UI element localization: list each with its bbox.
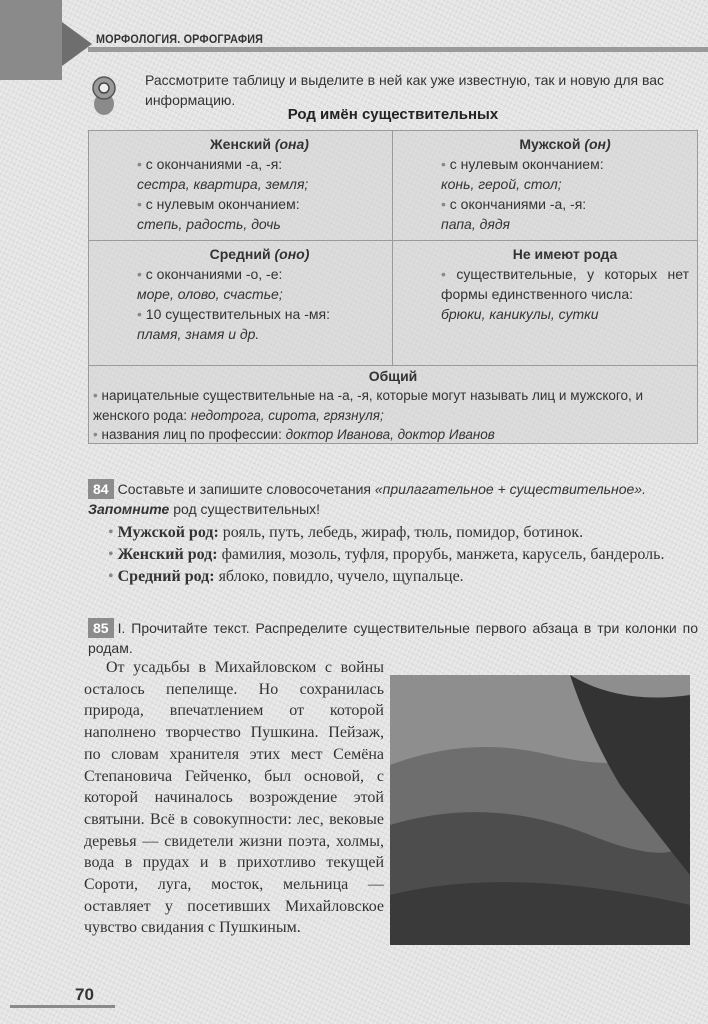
page-number: 70 (75, 985, 94, 1004)
pronoun: (оно) (274, 246, 310, 262)
heading: Мужской (519, 136, 581, 152)
header-divider (88, 47, 708, 52)
task-text: I. Прочитайте текст. Распределите существительные первого абзаца в три колонки по родам. (88, 620, 698, 656)
intro-text: Рассмотрите таблицу и выделите в ней как уже известную, так и новую для вас информацию. (145, 72, 665, 108)
examples: доктор Иванова, доктор Иванов (285, 427, 495, 442)
examples: конь, герой, стол; (441, 176, 562, 192)
pronoun: (он) (584, 136, 611, 152)
section-title: МОРФОЛОГИЯ. ОРФОГРАФИЯ (96, 32, 264, 46)
exercise-85 (88, 618, 698, 658)
rule: с нулевым окончанием: (145, 196, 300, 212)
exercise-84 (88, 479, 698, 588)
cell-feminine: Женский (она) • с окончаниями -а, -я: сестра, квартира, земля; • с нулевым окончанием: степь, радость, дочь (89, 131, 393, 241)
cell-no-gender: Не имеют рода • существительные, у которых нет формы единственного числа: брюки, каникулы, сутки (393, 241, 697, 366)
list-item: • Средний род: яблоко, повидло, чучело, щупальце. (108, 568, 464, 585)
heading: Средний (209, 246, 271, 262)
heading: Общий (368, 368, 418, 384)
task-text: род существительных! (173, 501, 321, 517)
list-item: • Женский род: фамилия, мозоль, туфля, прорубь, манжета, карусель, бандероль. (108, 546, 665, 563)
rule: с окончаниями -а, -я: (449, 196, 587, 212)
task-text: Составьте и запишите словосочетания (117, 481, 371, 497)
examples: недотрога, сирота, грязнуля; (190, 407, 384, 423)
examples: степь, радость, дочь (137, 216, 281, 232)
heading: Не имеют рода (512, 246, 618, 262)
gender-table (88, 130, 698, 444)
arrow-marker-icon (62, 22, 92, 66)
landscape-photo (390, 675, 690, 945)
remember-label: Запомните (88, 501, 170, 517)
chapter-tab (0, 0, 62, 80)
rule: с нулевым окончанием: (449, 156, 604, 172)
table-title: Род имён существительных (287, 106, 499, 123)
rule: нарицательные существительные на -а, -я, которые могут называть лиц и мужского, и женского рода: (93, 388, 644, 423)
reading-passage: От усадьбы в Михайловском с войны осталось пепелище. Но сохранилась природа, впечатлением от которой наполнено творчество Пушкина. Пейзаж, по словам хранителя этих мест Семёна Степановича Гейченко, был основой, с которой начиналось возрождение этой святыни. Всё в совокупности: лес, вековые деревья — свидетели жизни поэта, холмы, вода в прудах и в прихотливо текущей Сороти, луга, мосток, мельница — оставляет у посетивших Михайловское чувство свидания с Пушкиным. (84, 659, 384, 937)
cell-common: Общий • нарицательные существительные на -а, -я, которые могут называть лиц и мужского, и женского рода: недотрога, сирота, грязнуля; • названия лиц по профессии: доктор Иванова, доктор Иванов (89, 366, 697, 444)
exercise-number-badge: 84 (88, 479, 114, 499)
examples: пламя, знамя и др. (137, 326, 260, 342)
examples: сестра, квартира, земля; (137, 176, 309, 192)
exercise-number-badge: 85 (88, 618, 114, 638)
rule: с окончаниями -а, -я: (145, 156, 283, 172)
task-italic: «прилагательное + существительное». (374, 481, 646, 497)
list-item: • Мужской род: рояль, путь, лебедь, жираф, тюль, помидор, ботинок. (108, 524, 584, 541)
cell-neuter: Средний (оно) • с окончаниями -о, -е: море, олово, счастье; • 10 существительных на -мя: пламя, знамя и др. (89, 241, 393, 366)
examples: папа, дядя (441, 216, 511, 232)
footer-divider (10, 1005, 115, 1008)
rule: названия лиц по профессии: (101, 427, 282, 442)
rule: существительные, у которых нет формы единственного числа: (441, 266, 689, 302)
rule: 10 существительных на -мя: (145, 306, 330, 322)
examples: море, олово, счастье; (137, 286, 283, 302)
heading: Женский (210, 136, 271, 152)
pronoun: (она) (274, 136, 309, 152)
cell-masculine: Мужской (он) • с нулевым окончанием: конь, герой, стол; • с окончаниями -а, -я: папа, дядя (393, 131, 697, 241)
rule: с окончаниями -о, -е: (145, 266, 283, 282)
examples: брюки, каникулы, сутки (441, 306, 599, 322)
